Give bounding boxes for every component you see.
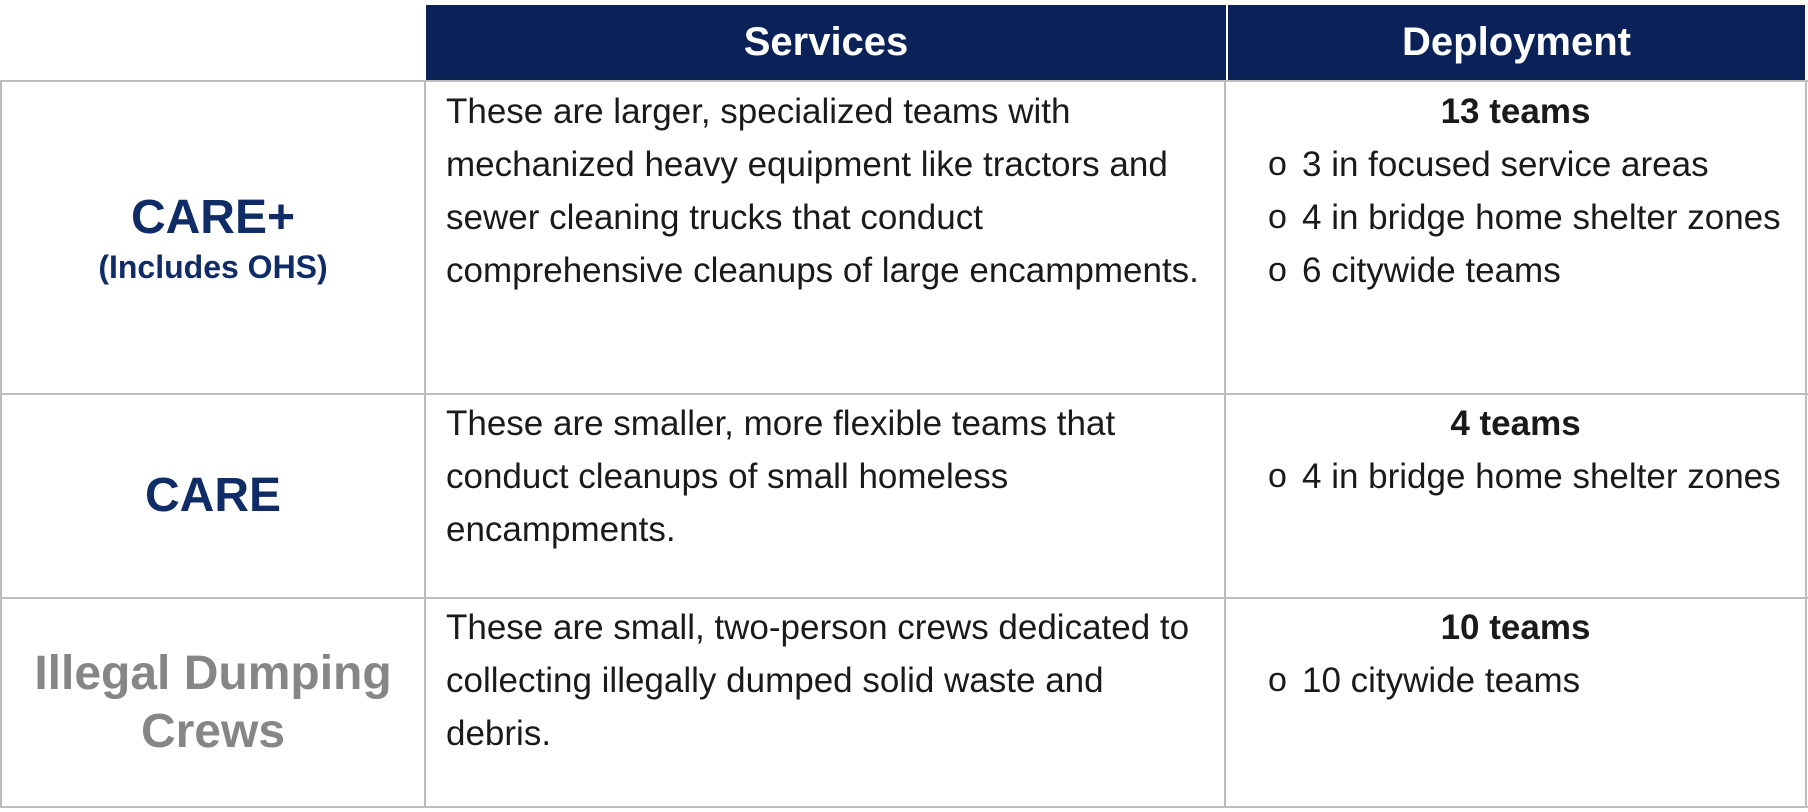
list-item-text: 3 in focused service areas (1302, 145, 1709, 184)
col-border-label (424, 80, 426, 808)
row-label-care-plus (2, 82, 424, 393)
deployment-cell-care-plus (1226, 85, 1805, 297)
header-services (426, 5, 1226, 80)
teams-count: 4 teams (1450, 404, 1581, 443)
list-item (1226, 191, 1805, 244)
list-item (1226, 654, 1805, 707)
deployment-list (1226, 450, 1805, 503)
teams-count: 13 teams (1440, 92, 1591, 131)
bullet-icon: o (1268, 251, 1287, 289)
bullet-icon: o (1268, 457, 1287, 495)
bullet-icon: o (1268, 198, 1287, 236)
header-deployment (1226, 5, 1805, 80)
bullet-icon: o (1268, 661, 1287, 699)
list-item-text: 4 in bridge home shelter zones (1302, 457, 1781, 496)
list-item-text: 4 in bridge home shelter zones (1302, 198, 1781, 237)
deployment-list (1226, 138, 1805, 297)
services-text: These are small, two-person crews dedicated to collecting illegally dumped solid waste and debris. (446, 608, 1190, 753)
col-border-right (1805, 80, 1807, 808)
list-item (1226, 244, 1805, 297)
services-text: These are smaller, more flexible teams that conduct cleanups of small homeless encampments. (446, 404, 1116, 549)
row-label-title: Illegal Dumping Crews (34, 646, 392, 758)
teams-count: 10 teams (1440, 608, 1591, 647)
services-cell-care (446, 397, 1216, 556)
row-label-title: CARE+ (130, 190, 296, 244)
list-item-text: 6 citywide teams (1302, 251, 1561, 290)
row-border-bottom (0, 806, 1808, 808)
header-services-label: Services (743, 20, 909, 64)
list-item (1226, 450, 1805, 503)
services-cell-care-plus (446, 85, 1216, 297)
bullet-icon: o (1268, 145, 1287, 183)
deployment-list (1226, 654, 1805, 707)
list-item (1226, 138, 1805, 191)
deployment-cell-illegal-dumping (1226, 601, 1805, 707)
row-label-title: CARE (144, 469, 281, 522)
header-deployment-label: Deployment (1402, 20, 1631, 64)
row-label-subtitle: (Includes OHS) (98, 248, 328, 285)
services-text: These are larger, specialized teams with mechanized heavy equipment like tractors and sewer cleaning trucks that conduct comprehensive cleanups of large encampments. (446, 92, 1199, 290)
row-label-illegal-dumping-crews (2, 599, 424, 806)
row-label-care (2, 395, 424, 597)
services-cell-illegal-dumping (446, 601, 1216, 760)
deployment-cell-care (1226, 397, 1805, 503)
list-item-text: 10 citywide teams (1302, 661, 1581, 700)
